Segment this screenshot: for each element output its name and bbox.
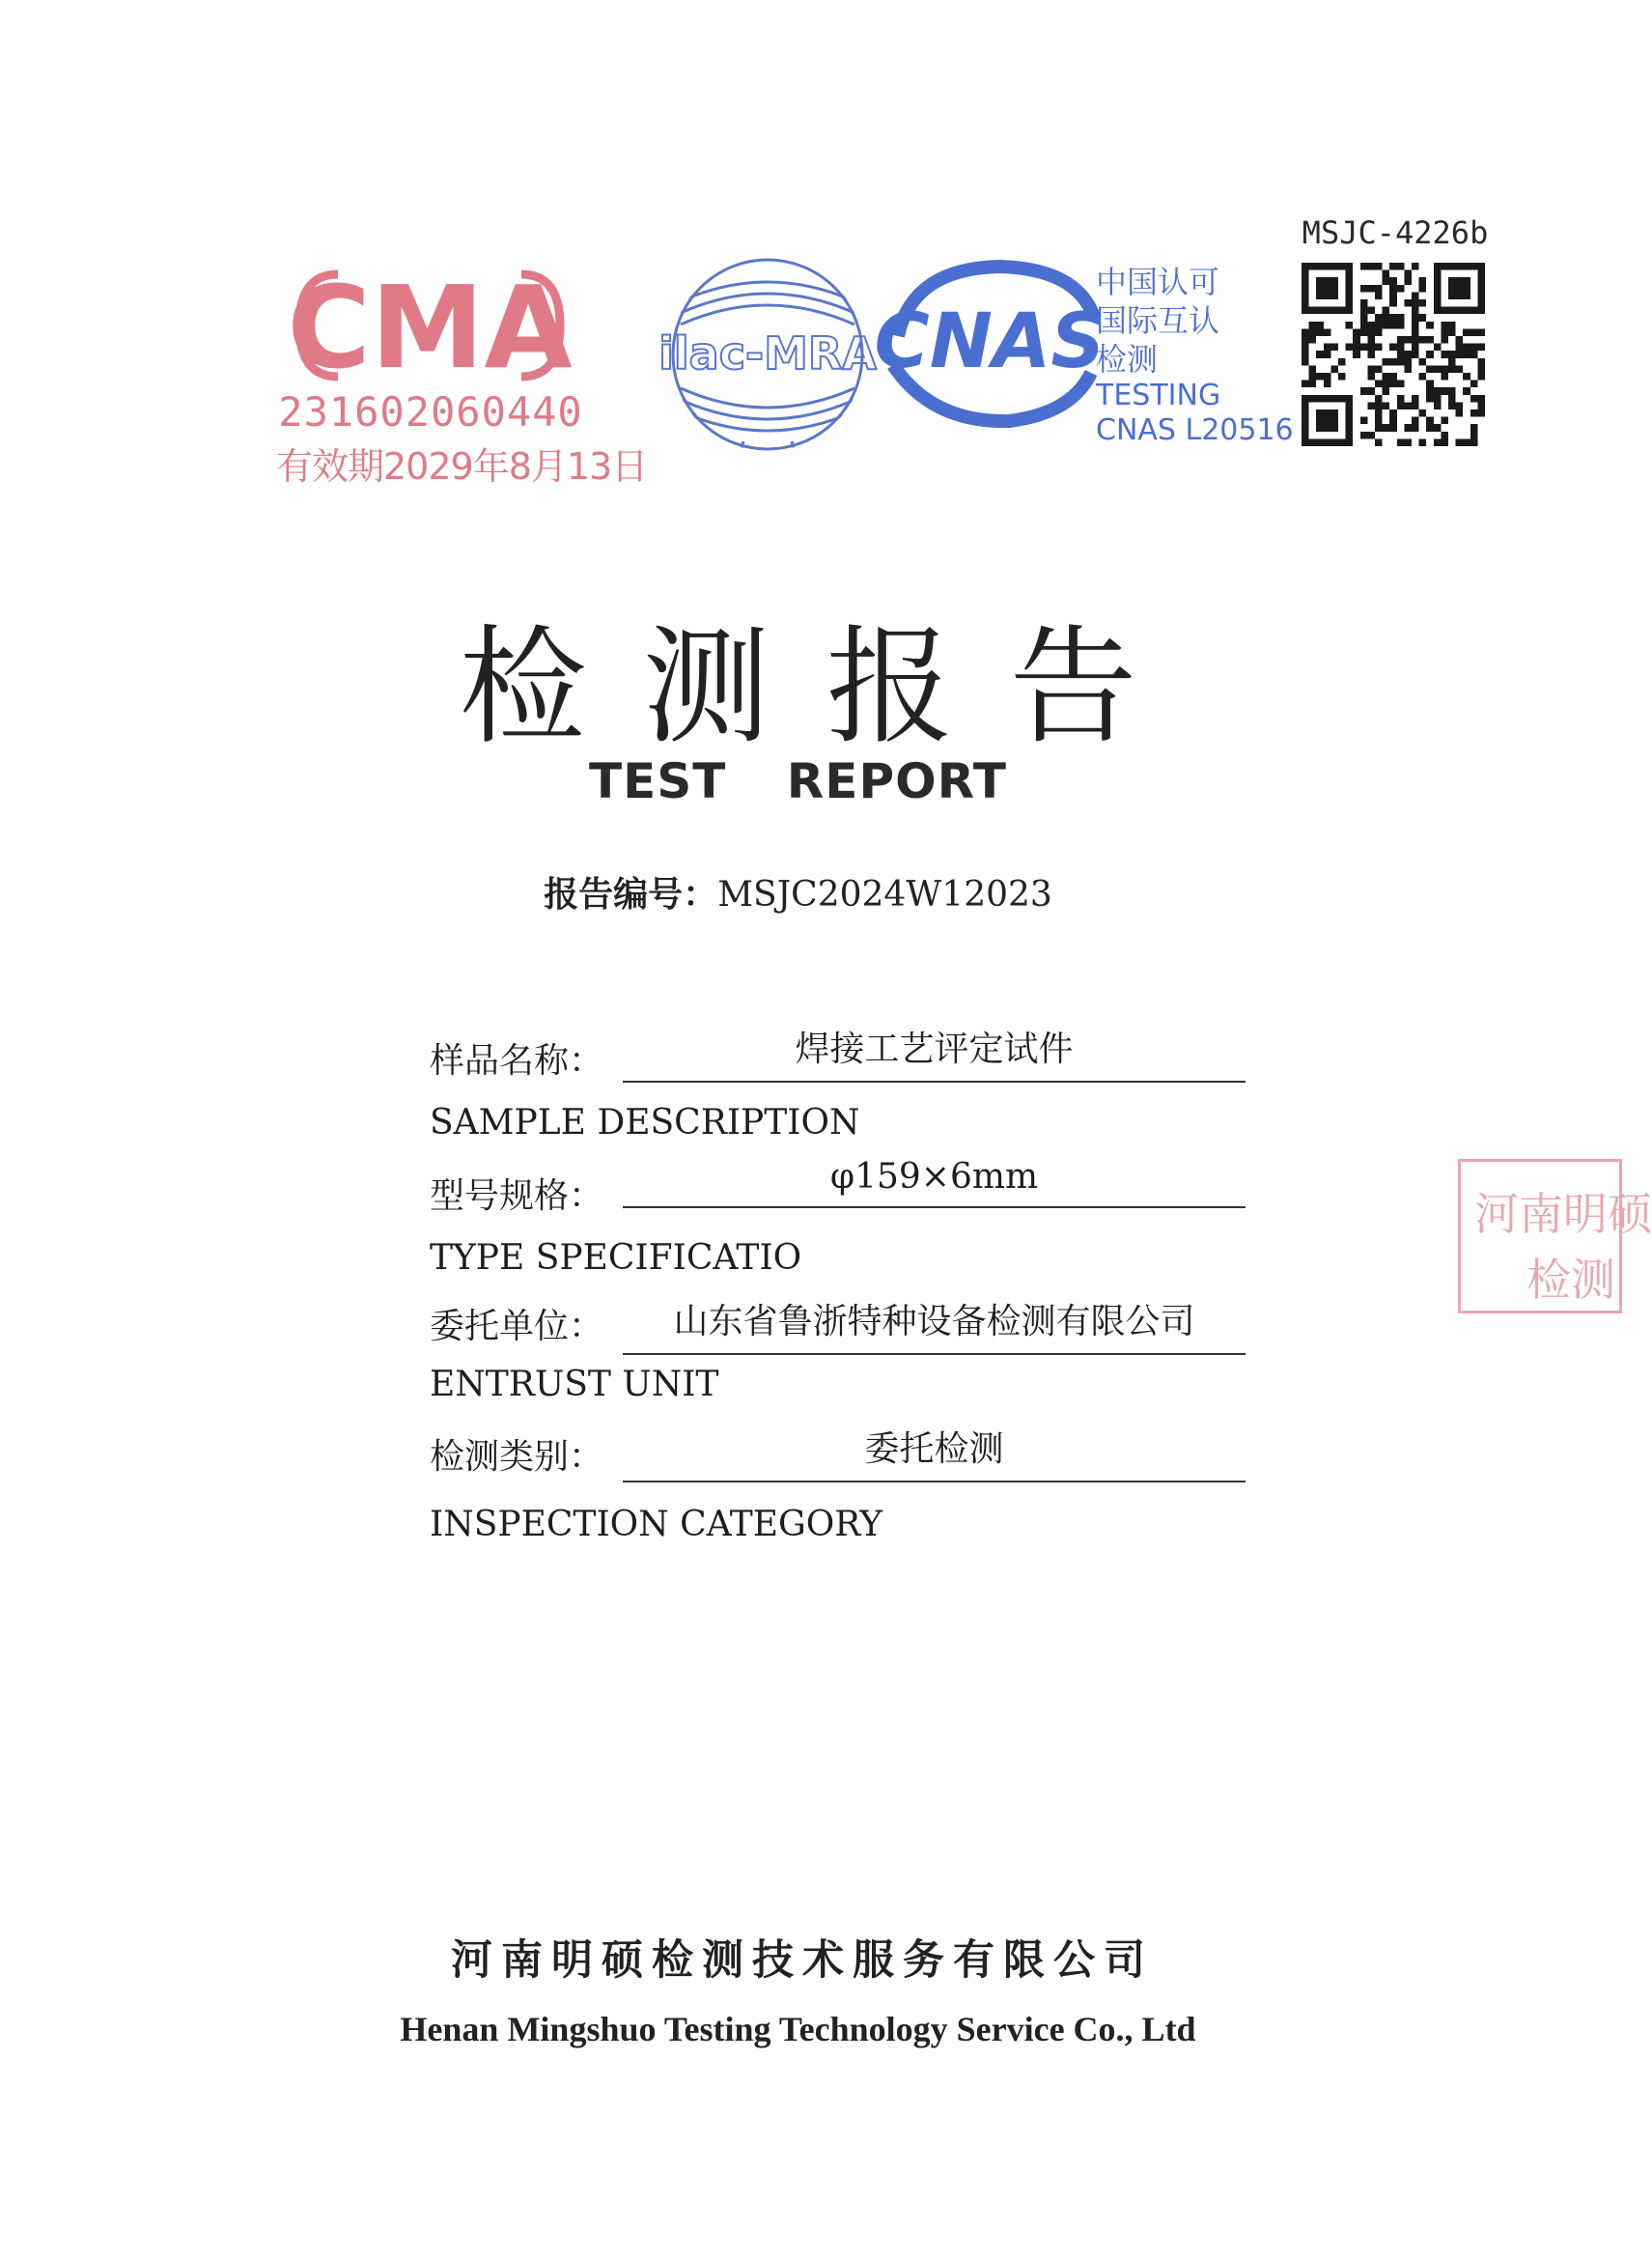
- cnas-line-1: 中国认可: [1096, 264, 1220, 300]
- entrust-unit-label-en: ENTRUST UNIT: [430, 1365, 719, 1404]
- cnas-caption: [1096, 263, 1294, 448]
- cnas-line-5: CNAS L20516: [1096, 413, 1294, 447]
- cnas-line-3: 检测: [1096, 341, 1159, 378]
- sample-description-label-en: SAMPLE DESCRIPTION: [430, 1103, 860, 1143]
- report-number-label: 报告编号：: [544, 874, 718, 915]
- inspection-category-label: 检测类别：: [430, 1437, 604, 1477]
- inspection-category-label-en: INSPECTION CATEGORY: [430, 1505, 883, 1544]
- cma-number: 231602060440: [278, 388, 583, 436]
- report-number-value: MSJC2024W12023: [717, 875, 1052, 915]
- cnas-logo-icon: [874, 259, 1106, 433]
- qr-code-label: MSJC-4226b: [1302, 214, 1489, 251]
- ilac-mra-logo-icon: [658, 253, 877, 456]
- cma-logo-icon: [270, 253, 589, 398]
- company-name-en: Henan Mingshuo Testing Technology Service Co., Ltd: [400, 2010, 1196, 2048]
- page-title: 检测报告: [459, 613, 1193, 762]
- type-spec-label-en: TYPE SPECIFICATIO: [430, 1238, 802, 1278]
- cnas-line-2: 国际互认: [1096, 302, 1220, 339]
- report-number: [0, 867, 1596, 917]
- cnas-line-4: TESTING: [1096, 379, 1221, 412]
- cma-logo-text: CMA: [287, 261, 573, 394]
- type-spec-label: 型号规格：: [430, 1176, 604, 1216]
- side-seal-line-1: 河南明硕: [1474, 1188, 1652, 1240]
- inspection-category-value: 委托检测: [623, 1422, 1246, 1482]
- company-name: 河南明硕检测技术服务有限公司: [451, 1936, 1154, 1985]
- ilac-logo-text: ilac-MRA: [658, 327, 877, 380]
- entrust-unit-value: 山东省鲁浙特种设备检测有限公司: [623, 1294, 1246, 1355]
- cma-valid-date: 有效期2029年8月13日: [276, 445, 648, 488]
- qr-code-icon: [1302, 263, 1485, 446]
- type-spec-value: φ159×6mm: [623, 1157, 1246, 1208]
- side-seal-line-2: 检测: [1526, 1254, 1615, 1306]
- page-title-en: TEST REPORT: [589, 753, 1007, 809]
- sample-description-value: 焊接工艺评定试件: [623, 1022, 1246, 1083]
- side-seal: [1458, 1159, 1652, 1313]
- cnas-logo-text: CNAS: [874, 298, 1106, 385]
- sample-description-label: 样品名称：: [430, 1041, 604, 1081]
- cma-seal: [270, 253, 648, 494]
- entrust-unit-label: 委托单位：: [430, 1307, 604, 1346]
